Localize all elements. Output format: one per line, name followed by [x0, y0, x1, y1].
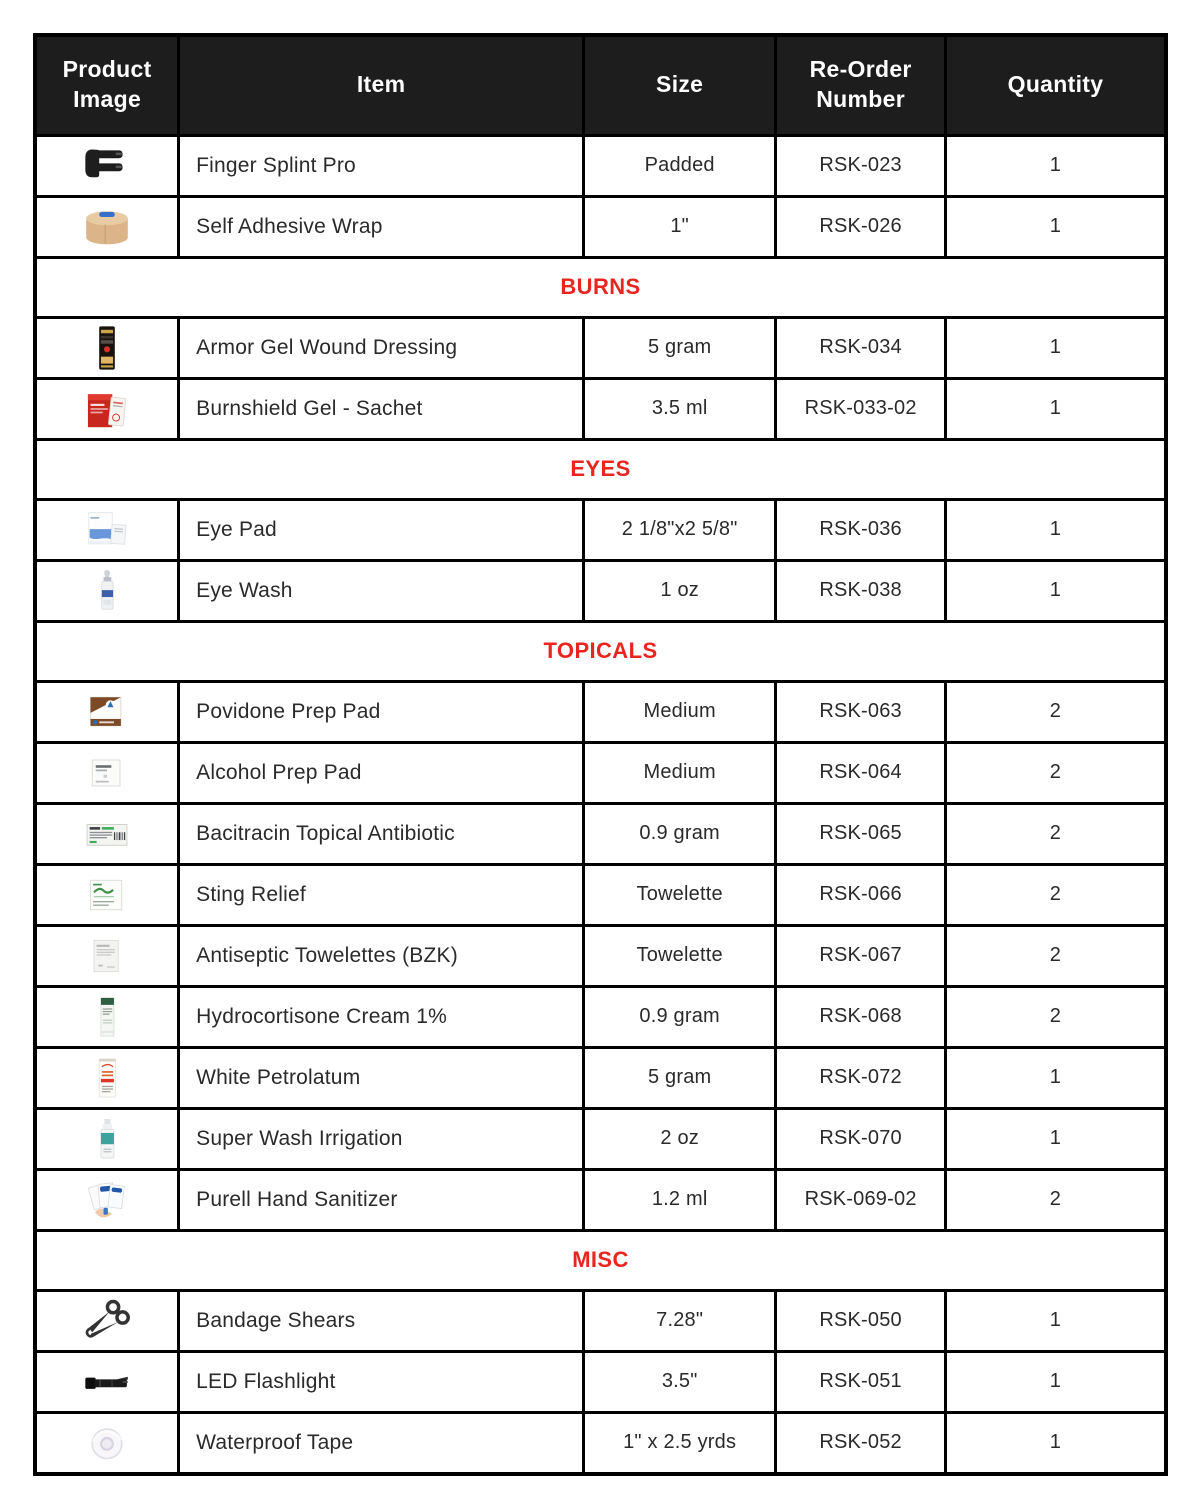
reorder-number-cell: RSK-038	[776, 560, 946, 621]
section-header-label: EYES	[35, 439, 1166, 499]
quantity-cell: 1	[945, 1047, 1166, 1108]
quantity-cell: 2	[945, 925, 1166, 986]
table-row	[35, 681, 1166, 742]
quantity-cell: 1	[945, 317, 1166, 378]
item-name-cell: LED Flashlight	[179, 1351, 584, 1412]
product-image-cell	[35, 986, 179, 1047]
product-image-cell	[35, 499, 179, 560]
quantity-cell: 2	[945, 742, 1166, 803]
product-image-burnshield	[39, 382, 175, 436]
item-name-cell: Self Adhesive Wrap	[179, 196, 584, 257]
product-image-cell	[35, 135, 179, 196]
quantity-cell: 1	[945, 560, 1166, 621]
section-header-label: BURNS	[35, 257, 1166, 317]
product-image-cell	[35, 560, 179, 621]
size-cell: 3.5 ml	[584, 378, 776, 439]
table-row	[35, 317, 1166, 378]
item-name-cell: Povidone Prep Pad	[179, 681, 584, 742]
reorder-number-cell: RSK-023	[776, 135, 946, 196]
product-image-cell	[35, 1351, 179, 1412]
table-row	[35, 864, 1166, 925]
product-image-purell	[39, 1173, 175, 1227]
table-row	[35, 1108, 1166, 1169]
table-row	[35, 1047, 1166, 1108]
reorder-number-cell: RSK-063	[776, 681, 946, 742]
size-cell: Towelette	[584, 864, 776, 925]
product-image-cell	[35, 681, 179, 742]
size-cell: 1" x 2.5 yrds	[584, 1412, 776, 1474]
column-header-product-image: Product Image	[35, 35, 179, 135]
product-image-cell	[35, 864, 179, 925]
product-image-sting-relief	[39, 868, 175, 922]
item-name-cell: Armor Gel Wound Dressing	[179, 317, 584, 378]
product-image-finger-splint	[39, 139, 175, 193]
table-row	[35, 803, 1166, 864]
table-row	[35, 925, 1166, 986]
reorder-number-cell: RSK-033-02	[776, 378, 946, 439]
product-image-armor-gel	[39, 321, 175, 375]
product-image-eye-pad	[39, 503, 175, 557]
column-header-reorder-number: Re-Order Number	[776, 35, 946, 135]
quantity-cell: 2	[945, 681, 1166, 742]
quantity-cell: 1	[945, 135, 1166, 196]
product-image-cell	[35, 378, 179, 439]
reorder-number-cell: RSK-064	[776, 742, 946, 803]
item-name-cell: Waterproof Tape	[179, 1412, 584, 1474]
section-header-row	[35, 439, 1166, 499]
size-cell: 1.2 ml	[584, 1169, 776, 1230]
quantity-cell: 1	[945, 1108, 1166, 1169]
item-name-cell: Bandage Shears	[179, 1290, 584, 1351]
product-image-antiseptic-towelette	[39, 929, 175, 983]
quantity-cell: 2	[945, 986, 1166, 1047]
first-aid-contents-table	[33, 33, 1168, 1476]
item-name-cell: White Petrolatum	[179, 1047, 584, 1108]
item-name-cell: Sting Relief	[179, 864, 584, 925]
product-image-cell	[35, 1290, 179, 1351]
table-row	[35, 499, 1166, 560]
product-image-bandage-shears	[39, 1294, 175, 1348]
product-image-eye-wash	[39, 564, 175, 618]
reorder-number-cell: RSK-026	[776, 196, 946, 257]
product-image-adhesive-wrap	[39, 200, 175, 254]
section-header-label: MISC	[35, 1230, 1166, 1290]
product-image-alcohol-pad	[39, 746, 175, 800]
reorder-number-cell: RSK-072	[776, 1047, 946, 1108]
column-header-size: Size	[584, 35, 776, 135]
reorder-number-cell: RSK-067	[776, 925, 946, 986]
table-body	[35, 135, 1166, 1474]
product-image-cell	[35, 196, 179, 257]
product-image-cell	[35, 1412, 179, 1474]
reorder-number-cell: RSK-066	[776, 864, 946, 925]
size-cell: 5 gram	[584, 1047, 776, 1108]
table-row	[35, 378, 1166, 439]
table-row	[35, 196, 1166, 257]
size-cell: Medium	[584, 742, 776, 803]
size-cell: 2 1/8"x2 5/8"	[584, 499, 776, 560]
section-header-row	[35, 257, 1166, 317]
column-header-quantity: Quantity	[945, 35, 1166, 135]
product-image-cell	[35, 742, 179, 803]
section-header-label: TOPICALS	[35, 621, 1166, 681]
item-name-cell: Eye Pad	[179, 499, 584, 560]
table-row	[35, 560, 1166, 621]
size-cell: 5 gram	[584, 317, 776, 378]
reorder-number-cell: RSK-051	[776, 1351, 946, 1412]
table-row	[35, 1290, 1166, 1351]
product-image-cell	[35, 1108, 179, 1169]
reorder-number-cell: RSK-052	[776, 1412, 946, 1474]
product-image-hydrocortisone	[39, 990, 175, 1044]
table-row	[35, 1169, 1166, 1230]
item-name-cell: Purell Hand Sanitizer	[179, 1169, 584, 1230]
reorder-number-cell: RSK-065	[776, 803, 946, 864]
quantity-cell: 1	[945, 499, 1166, 560]
size-cell: 1"	[584, 196, 776, 257]
size-cell: 7.28"	[584, 1290, 776, 1351]
product-image-cell	[35, 803, 179, 864]
item-name-cell: Burnshield Gel - Sachet	[179, 378, 584, 439]
item-name-cell: Antiseptic Towelettes (BZK)	[179, 925, 584, 986]
quantity-cell: 2	[945, 864, 1166, 925]
size-cell: 1 oz	[584, 560, 776, 621]
product-image-cell	[35, 1047, 179, 1108]
quantity-cell: 1	[945, 1351, 1166, 1412]
item-name-cell: Bacitracin Topical Antibiotic	[179, 803, 584, 864]
item-name-cell: Finger Splint Pro	[179, 135, 584, 196]
table-row	[35, 986, 1166, 1047]
table-row	[35, 742, 1166, 803]
quantity-cell: 1	[945, 1290, 1166, 1351]
section-header-row	[35, 621, 1166, 681]
quantity-cell: 2	[945, 803, 1166, 864]
item-name-cell: Eye Wash	[179, 560, 584, 621]
reorder-number-cell: RSK-034	[776, 317, 946, 378]
quantity-cell: 1	[945, 196, 1166, 257]
reorder-number-cell: RSK-036	[776, 499, 946, 560]
quantity-cell: 2	[945, 1169, 1166, 1230]
size-cell: Medium	[584, 681, 776, 742]
reorder-number-cell: RSK-070	[776, 1108, 946, 1169]
size-cell: 0.9 gram	[584, 803, 776, 864]
quantity-cell: 1	[945, 378, 1166, 439]
size-cell: Towelette	[584, 925, 776, 986]
product-image-super-wash	[39, 1112, 175, 1166]
column-header-item: Item	[179, 35, 584, 135]
table-row	[35, 135, 1166, 196]
product-image-cell	[35, 1169, 179, 1230]
item-name-cell: Alcohol Prep Pad	[179, 742, 584, 803]
table-row	[35, 1412, 1166, 1474]
product-image-led-flashlight	[39, 1355, 175, 1409]
item-name-cell: Super Wash Irrigation	[179, 1108, 584, 1169]
product-image-cell	[35, 925, 179, 986]
reorder-number-cell: RSK-069-02	[776, 1169, 946, 1230]
size-cell: 2 oz	[584, 1108, 776, 1169]
product-image-povidone-pad	[39, 685, 175, 739]
table-header	[35, 35, 1166, 135]
product-image-petrolatum	[39, 1051, 175, 1105]
size-cell: Padded	[584, 135, 776, 196]
product-image-bacitracin	[39, 807, 175, 861]
product-image-waterproof-tape	[39, 1416, 175, 1470]
section-header-row	[35, 1230, 1166, 1290]
reorder-number-cell: RSK-050	[776, 1290, 946, 1351]
item-name-cell: Hydrocortisone Cream 1%	[179, 986, 584, 1047]
size-cell: 0.9 gram	[584, 986, 776, 1047]
product-image-cell	[35, 317, 179, 378]
size-cell: 3.5"	[584, 1351, 776, 1412]
quantity-cell: 1	[945, 1412, 1166, 1474]
reorder-number-cell: RSK-068	[776, 986, 946, 1047]
table-row	[35, 1351, 1166, 1412]
